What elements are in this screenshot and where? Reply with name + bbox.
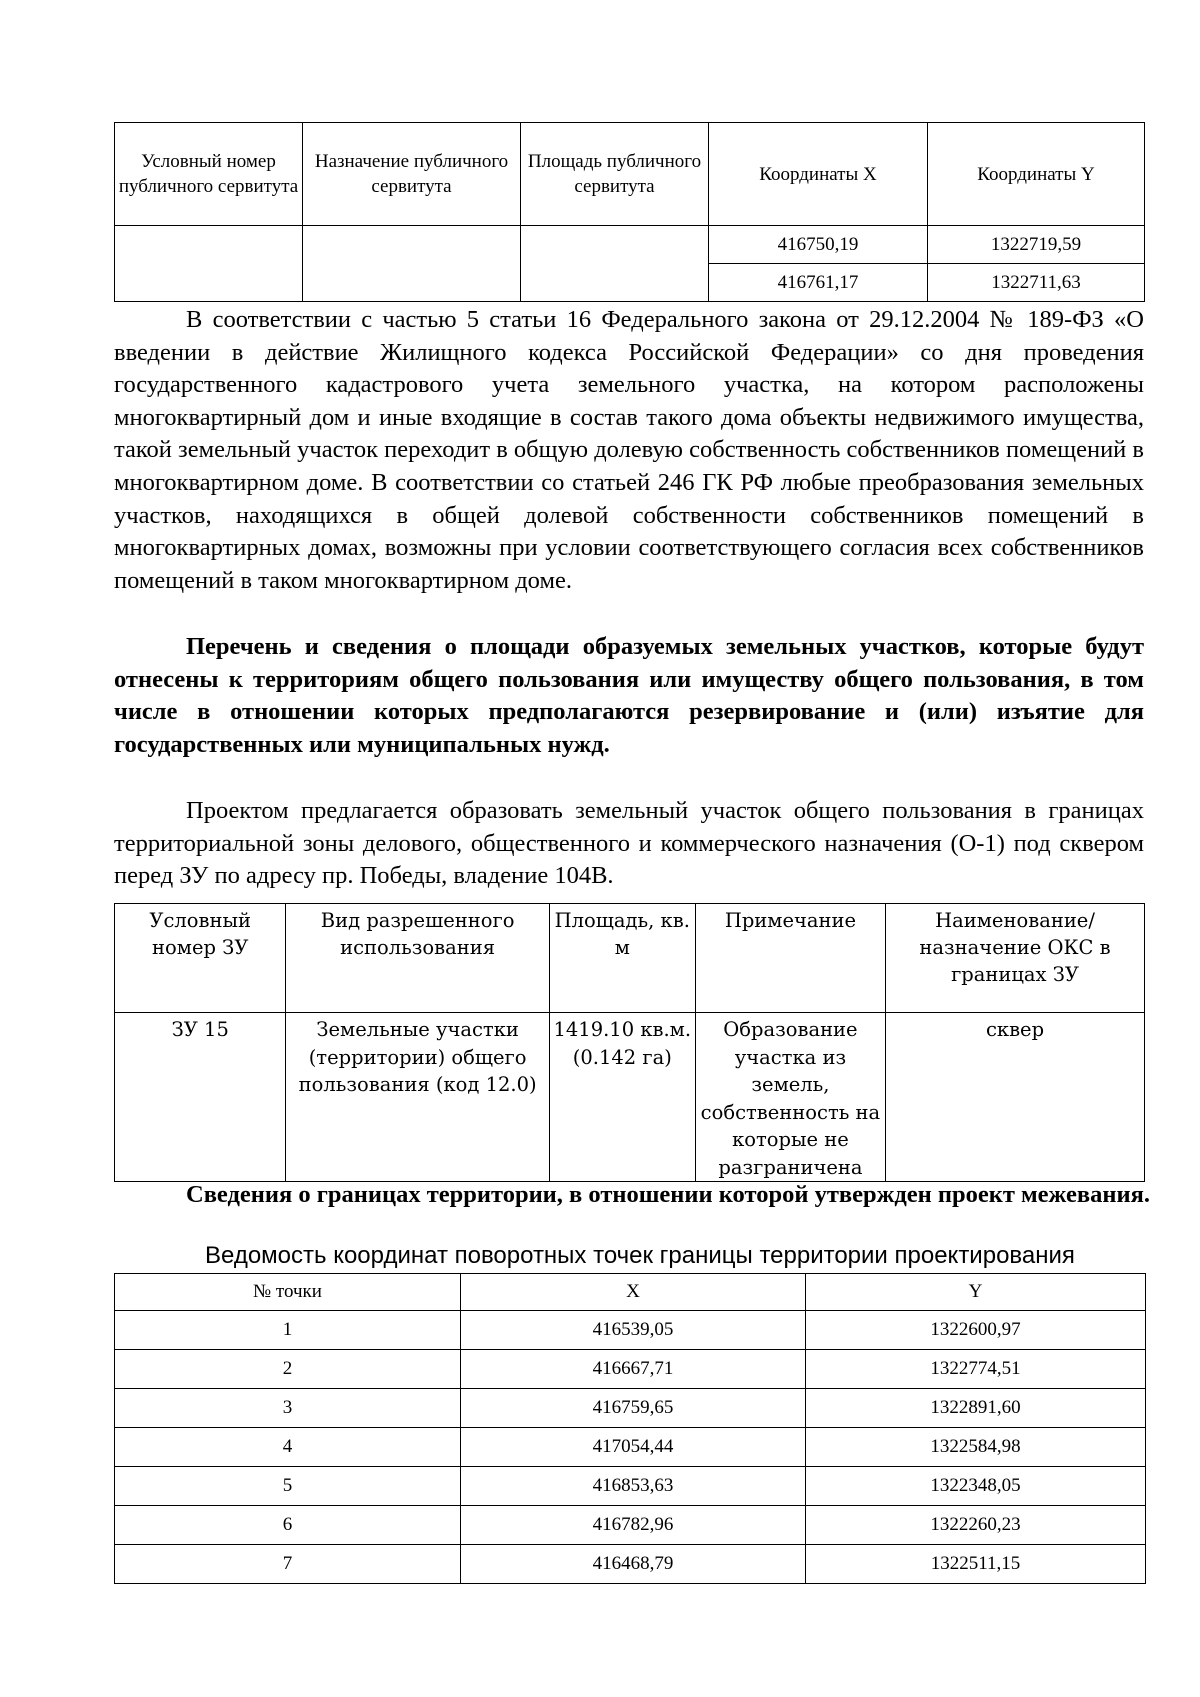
header-x: X xyxy=(461,1274,806,1311)
cell-x: 416667,71 xyxy=(461,1350,806,1389)
section-heading-land-list: Перечень и сведения о площади образуемых земельных участков, которые будут отнесены к территориям общего пользования или имуществу общего пользования, в том числе в отношении которых предполагаются резервирование и (или) изъятие для государственных или муниципальных нужд. xyxy=(114,633,1144,758)
cell-x: 416539,05 xyxy=(461,1311,806,1350)
table-cell-empty xyxy=(115,226,303,302)
cell-y: 1322348,05 xyxy=(806,1467,1146,1506)
cell-x: 416468,79 xyxy=(461,1545,806,1584)
header-coordinate-x: Координаты X xyxy=(709,123,928,226)
cell-note: Образование участка из земель, собственность на которые не разграничена xyxy=(695,1013,885,1182)
table-row xyxy=(115,1506,1146,1545)
table-row xyxy=(115,1467,1146,1506)
cell-point-number: 4 xyxy=(115,1428,461,1467)
header-permitted-use: Вид разрешенного использования xyxy=(286,904,549,1013)
cell-x: 416782,96 xyxy=(461,1506,806,1545)
cell-x: 417054,44 xyxy=(461,1428,806,1467)
cell-y: 1322711,63 xyxy=(928,264,1145,302)
table-row xyxy=(115,1545,1146,1584)
table-row xyxy=(115,1428,1146,1467)
cell-oks-name: сквер xyxy=(886,1013,1145,1182)
header-coordinate-y: Координаты Y xyxy=(928,123,1145,226)
cell-y: 1322774,51 xyxy=(806,1350,1146,1389)
table-header-row xyxy=(115,1274,1146,1311)
header-area: Площадь, кв. м xyxy=(549,904,695,1013)
cell-x: 416759,65 xyxy=(461,1389,806,1428)
paragraph-project-proposal: Проектом предлагается образовать земельный участок общего пользования в границах территориальной зоны делового, общественного и коммерческого назначения (О-1) под сквером перед ЗУ по адресу пр. Победы, владение 104В. xyxy=(114,797,1144,890)
cell-y: 1322600,97 xyxy=(806,1311,1146,1350)
table-row xyxy=(115,1311,1146,1350)
table-row xyxy=(115,1389,1146,1428)
cell-x: 416853,63 xyxy=(461,1467,806,1506)
cell-x: 416761,17 xyxy=(709,264,928,302)
cell-y: 1322719,59 xyxy=(928,226,1145,264)
cell-x: 416750,19 xyxy=(709,226,928,264)
cell-point-number: 5 xyxy=(115,1467,461,1506)
cell-point-number: 6 xyxy=(115,1506,461,1545)
servitude-table xyxy=(114,122,1145,302)
table-header-row xyxy=(115,123,1145,226)
cell-point-number: 1 xyxy=(115,1311,461,1350)
cell-point-number: 7 xyxy=(115,1545,461,1584)
header-servitude-area: Площадь публичного сервитута xyxy=(521,123,709,226)
paragraph-ownership: В соответствии с частью 5 статьи 16 Федерального закона от 29.12.2004 № 189-ФЗ «О введении в действие Жилищного кодекса Российской Федерации» со дня проведения государственного кадастрового учета земельного участка, на котором расположены многоквартирный дом и иные входящие в состав такого дома объекты недвижимого имущества, такой земельный участок переходит в общую долевую собственность собственников помещений в многоквартирном доме. В соответствии со статьей 246 ГК РФ любые преобразования земельных участков, находящихся в общей долевой собственности собственников помещений в многоквартирных домах, возможны при условии соответствующего согласия всех собственников помещений в таком многоквартирном доме. xyxy=(114,306,1144,594)
cell-y: 1322511,15 xyxy=(806,1545,1146,1584)
header-note: Примечание xyxy=(695,904,885,1013)
table-header-row xyxy=(115,904,1145,1013)
table-cell-empty xyxy=(303,226,521,302)
header-servitude-number: Условный номер публичного сервитута xyxy=(115,123,303,226)
coordinates-table-caption: Ведомость координат поворотных точек границы территории проектирования xyxy=(205,1242,1075,1269)
cell-y: 1322584,98 xyxy=(806,1428,1146,1467)
header-y: Y xyxy=(806,1274,1146,1311)
cell-plot-number: ЗУ 15 xyxy=(115,1013,286,1182)
table-row xyxy=(115,1013,1145,1182)
table-row xyxy=(115,1350,1146,1389)
header-oks-name: Наименование/назначение ОКС в границах ЗУ xyxy=(886,904,1145,1013)
cell-point-number: 2 xyxy=(115,1350,461,1389)
cell-point-number: 3 xyxy=(115,1389,461,1428)
header-plot-number: Условный номер ЗУ xyxy=(115,904,286,1013)
cell-area: 1419.10 кв.м. (0.142 га) xyxy=(549,1013,695,1182)
coordinates-table xyxy=(114,1273,1146,1584)
header-point-number: № точки xyxy=(115,1274,461,1311)
section-heading-boundaries: Сведения о границах территории, в отношении которой утвержден проект межевания. xyxy=(186,1181,1150,1208)
cell-y: 1322891,60 xyxy=(806,1389,1146,1428)
cell-permitted-use: Земельные участки (территории) общего пользования (код 12.0) xyxy=(286,1013,549,1182)
land-plot-table xyxy=(114,903,1145,1182)
cell-y: 1322260,23 xyxy=(806,1506,1146,1545)
table-row xyxy=(115,226,1145,264)
table-cell-empty xyxy=(521,226,709,302)
header-servitude-purpose: Назначение публичного сервитута xyxy=(303,123,521,226)
